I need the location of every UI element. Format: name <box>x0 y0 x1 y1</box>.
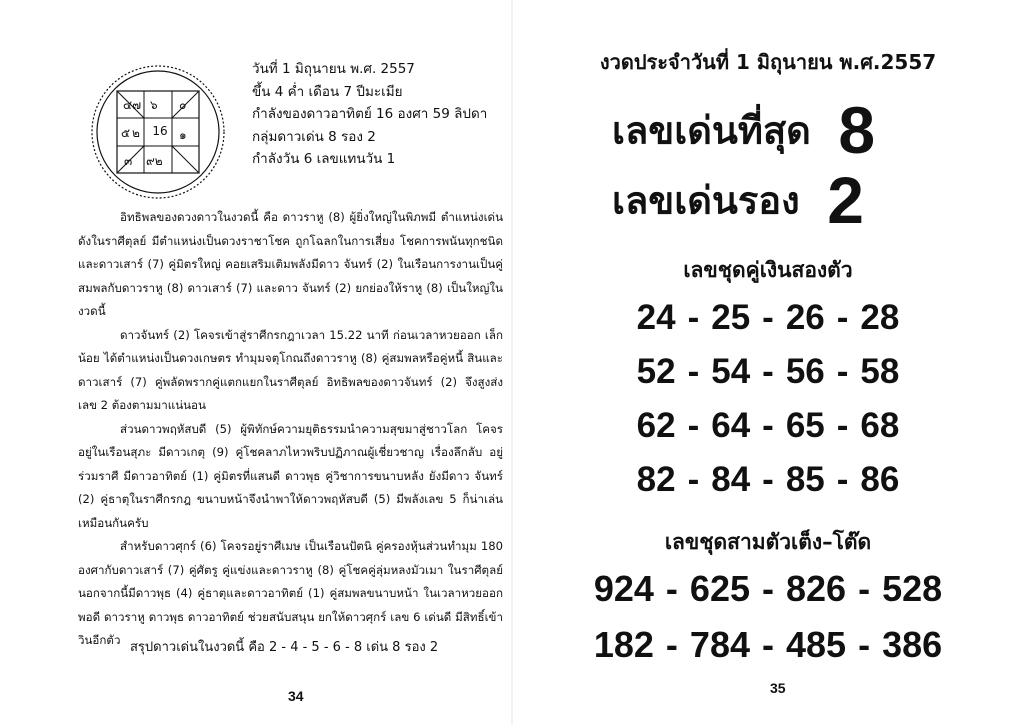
wheel-cell: ๕ <box>121 126 131 140</box>
two-digit-title: เลขชุดคู่เงินสองตัว <box>683 258 853 282</box>
wheel-cell: ๔๗ <box>123 98 142 112</box>
article-paragraph: สำหรับดาวศุกร์ (6) โคจรอยู่ราศีเมษ เป็นเรือนปัตนิ คู่ครองหุ้นส่วนทำมุม 180 องศากับดาวเสาร์ (7) คู่ศัตรู คู่แข่งและดาวราหู (8) คู่โชคคู่ลุ่มหลงมัวเมา ในราศีตุลย์ นอกจากนี้มีดาวพุธ (4) คู่ธาตุและดาวอาทิตย์ (1) คู่สมพลขนาบหน้า ในเวลาหวยออกพอดี ดาวราหู ดาวพุธ ดาวอาทิตย์ ช่วยสนับสนุน ยกให้ดาวศุกร์ เลข 6 เด่นดี มีสิทธิ์เข้าวินอีกตัว <box>78 539 503 647</box>
page-number: 34 <box>288 688 304 704</box>
info-line: กำลังของดาวอาทิตย์ 16 องศา 59 ลิปดา <box>252 106 488 122</box>
pair-number: 58 <box>860 352 900 391</box>
pair-number: 24 <box>636 298 676 337</box>
wheel-cell: ๐ <box>179 98 187 112</box>
wheel-cell: ๙๒ <box>146 154 163 168</box>
wheel-cell: ๒ <box>132 126 140 140</box>
triple-number: 924 <box>593 568 654 609</box>
pair-row: 82 - 84 - 85 - 86 <box>636 460 900 499</box>
triple-row: 924 - 625 - 826 - 528 <box>593 568 943 609</box>
summary-line: สรุปดาวเด่นในงวดนี้ คือ 2 - 4 - 5 - 6 - 8 เด่น 8 รอง 2 <box>130 640 439 655</box>
pair-number: 86 <box>860 460 900 499</box>
pair-number: 64 <box>711 406 751 445</box>
pair-row: 52 - 54 - 56 - 58 <box>636 352 900 391</box>
astrology-article <box>78 206 503 653</box>
pair-number: 28 <box>860 298 900 337</box>
pair-number: 62 <box>636 406 676 445</box>
article-paragraph: อิทธิพลของดวงดาวในงวดนี้ คือ ดาวราหู (8) ผู้ยิ่งใหญ่ในพิภพมี ตำแหน่งเด่นดังในราศีตุลย์ มีตำแหน่งเป็นดวงราชาโชค ถูกโฉลกในการเสี่ยง โชคการพนันทุกชนิด และดาวเสาร์ (7) คู่มิตรใหญ่ คอยเสริมเติมพลังมีดาว จันทร์ (2) ในเรือนการงานเป็นคู่สมพลกับดาวราหู (8) ดาวเสาร์ (7) และดาว จันทร์ (2) ยกย่องให้ราหู (8) เป็นใหญ่ในงวดนี้ <box>78 210 503 318</box>
pair-number: 26 <box>785 298 825 337</box>
second-number-label: เลขเด่นรอง <box>612 178 800 223</box>
triple-number: 528 <box>882 568 943 609</box>
triple-number: 485 <box>786 624 847 665</box>
pair-number: 84 <box>711 460 751 499</box>
wheel-center-value: 16 <box>152 124 168 138</box>
triple-row: 182 - 784 - 485 - 386 <box>593 624 943 665</box>
triple-number: 182 <box>593 624 654 665</box>
date-info-block <box>252 58 502 171</box>
triple-number: 826 <box>786 568 847 609</box>
pair-row: 24 - 25 - 26 - 28 <box>636 298 900 337</box>
pair-number: 68 <box>860 406 900 445</box>
pair-number: 54 <box>711 352 751 391</box>
wheel-cell: ๑ <box>179 128 187 142</box>
triple-number: 386 <box>882 624 943 665</box>
pair-number: 56 <box>785 352 825 391</box>
article-paragraph: ส่วนดาวพฤหัสบดี (5) ผู้พิทักษ์ความยุติธรรมนำความสุขมาสู่ชาวโลก โคจร อยู่ในเรือนสุภะ มีดาวเกตุ (9) คู่โชคลาภไหวพริบปฏิภาณผู้เชี่ยวชาญ เรื่องลึกลับ อยู่ร่วมราศี มีดาวอาทิตย์ (1) คู่มิตรที่แสนดี ดาวพุธ คู่วิชาการขนาบหลัง ยังมีดาว จันทร์ (2) คู่ธาตุในราศีกรกฎ ขนาบหน้าจึงนำพาให้ดาวพฤหัสบดี (5) มีพลังเลข 5 ก็น่าเล่นเหมือนกันครับ <box>78 421 503 530</box>
horoscope-wheel <box>88 62 228 202</box>
wheel-cell: ๓ <box>124 154 133 168</box>
pair-number: 82 <box>636 460 676 499</box>
draw-date-header: งวดประจำวันที่ 1 มิถุนายน พ.ศ.2557 <box>599 50 937 74</box>
page-number: 35 <box>770 680 786 696</box>
top-number-block <box>612 92 875 168</box>
pair-number: 25 <box>711 298 751 337</box>
three-digit-title: เลขชุดสามตัวเต็ง–โต๊ด <box>664 530 872 554</box>
wheel-cell: ๖ <box>150 98 158 112</box>
pair-number: 52 <box>636 352 676 391</box>
triple-number: 784 <box>689 624 750 665</box>
pair-number: 85 <box>785 460 825 499</box>
pair-row: 62 - 64 - 65 - 68 <box>636 406 900 445</box>
info-line: กำลังวัน 6 เลขแทนวัน 1 <box>252 151 396 167</box>
top-number: 8 <box>838 93 876 167</box>
pair-number: 65 <box>785 406 825 445</box>
top-number-label: เลขเด่นที่สุด <box>612 108 811 153</box>
right-page <box>512 0 1024 724</box>
article-paragraph: ดาวจันทร์ (2) โคจรเข้าสู่ราศีกรกฎาเวลา 15.22 นาที ก่อนเวลาหวยออก เล็กน้อย ได้ตำแหน่งเป็นดวงเกษตร ทำมุมจตุโกณถึงดาวราหู (8) คู่สมพลหรือคู่หนี้ สินและดาวเสาร์ (7) คู่พลัดพรากคู่แตกแยกในราศีตุลย์ อิทธิพลของดาวจันทร์ (2) จึงสูงส่ง เลข 2 ต้องตามมาแน่นอน <box>78 327 503 412</box>
info-line: วันที่ 1 มิถุนายน พ.ศ. 2557 <box>252 61 415 77</box>
info-line: กลุ่มดาวเด่น 8 รอง 2 <box>252 128 376 145</box>
triple-number: 625 <box>689 568 750 609</box>
second-number: 2 <box>827 163 864 237</box>
second-number-block <box>612 162 864 238</box>
info-line: ขึ้น 4 ค่ำ เดือน 7 ปีมะเมีย <box>252 83 403 100</box>
